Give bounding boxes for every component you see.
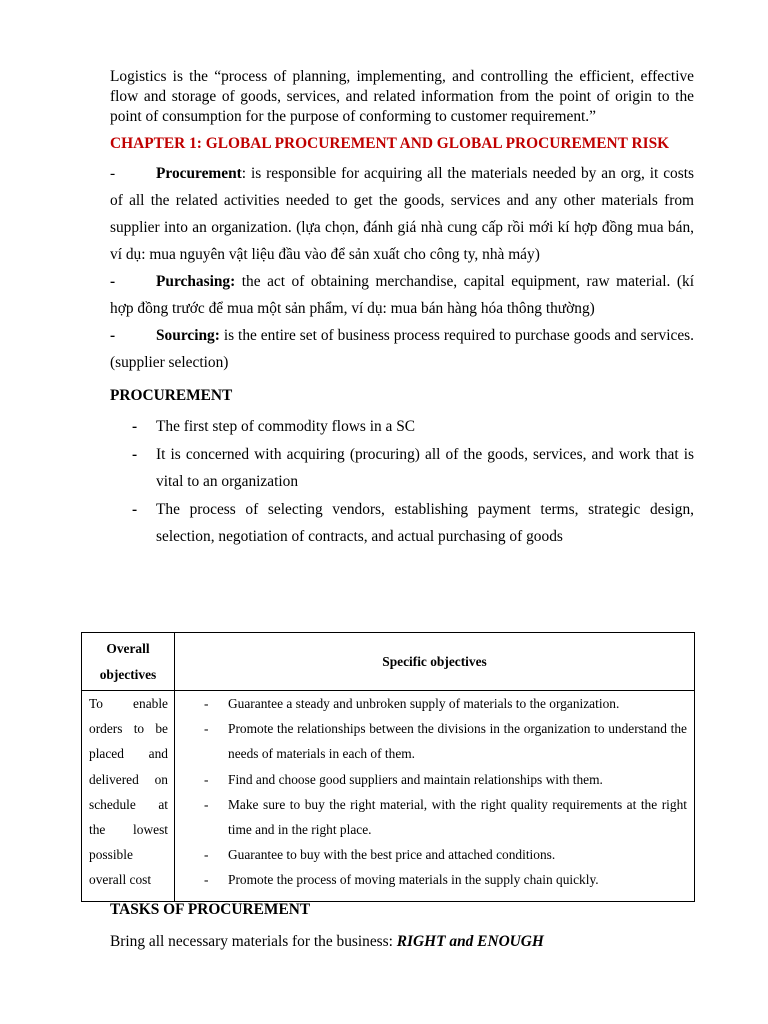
table-row <box>82 691 695 902</box>
dash-bullet: - <box>204 872 209 888</box>
bring-materials-line <box>110 932 544 952</box>
dash-bullet: - <box>110 327 116 344</box>
list-item <box>110 496 694 551</box>
cell-line: To enable <box>89 696 168 711</box>
dash-bullet: - <box>204 796 209 812</box>
overall-objectives-header: Overall objectives <box>82 633 175 691</box>
list-item <box>175 716 687 766</box>
chapter-title: CHAPTER 1: GLOBAL PROCUREMENT AND GLOBAL PROCUREMENT RISK <box>110 135 670 152</box>
cell-line: delivered on <box>89 771 168 787</box>
bring-text: Bring all necessary materials for the business: <box>110 933 397 950</box>
cell-line: schedule at <box>89 796 168 812</box>
definition-text: is responsible for acquiring all the materials needed by an org, it costs of all the related activities needed to get the goods, services and any other materials from supplier into an organization. (lựa chọn, đánh giá nhà cung cấp rồi mới kí hợp đồng mua bán, ví dụ: mua nguyên vật liệu đầu vào để sản xuất cho công ty, nhà máy) <box>110 165 694 263</box>
dash-bullet: - <box>110 165 116 182</box>
list-item <box>175 767 687 792</box>
cell-line: overall cost <box>89 872 152 888</box>
list-item-text: Guarantee to buy with the best price and attached conditions. <box>228 847 556 863</box>
cell-line: possible <box>89 847 133 863</box>
dash-bullet: - <box>204 721 209 737</box>
term-procurement: Procurement <box>156 165 242 182</box>
list-item <box>110 413 694 441</box>
specific-objectives-cell <box>175 691 695 902</box>
term-separator: : <box>241 165 251 182</box>
list-item <box>175 867 687 892</box>
definition-text: is the entire set of business process required to purchase goods and services. (supplier selection) <box>110 327 694 371</box>
definition-purchasing <box>110 268 694 322</box>
list-item-text: Guarantee a steady and unbroken supply of materials to the organization. <box>228 696 620 711</box>
cell-line: orders to be <box>89 721 168 737</box>
list-item <box>175 691 687 716</box>
procurement-list <box>110 413 694 551</box>
dash-bullet: - <box>204 696 209 711</box>
dash-bullet: - <box>204 847 209 863</box>
list-item <box>175 842 687 867</box>
list-item <box>175 792 687 842</box>
dash-bullet: - <box>132 500 138 518</box>
dash-bullet: - <box>132 445 138 463</box>
overall-objectives-cell <box>82 691 175 902</box>
intro-paragraph: Logistics is the “process of planning, implementing, and controlling the efficient, effective flow and storage of goods, services, and related information from the point of origin to the point of consumption for the purpose of conforming to customer requirement.” <box>110 68 694 125</box>
dash-bullet: - <box>110 273 116 290</box>
list-item-text: Promote the relationships between the divisions in the organization to understand the needs of materials in each of them. <box>228 721 687 762</box>
specific-objectives-list <box>175 691 687 893</box>
bring-emphasis: RIGHT and ENOUGH <box>396 933 544 950</box>
specific-objectives-header: Specific objectives <box>175 633 695 691</box>
dash-bullet: - <box>204 771 209 787</box>
cell-line: placed and <box>89 746 168 762</box>
list-item-text: It is concerned with acquiring (procuring) all of the goods, services, and work that is vital to an organization <box>156 445 694 490</box>
table-header-row <box>82 633 695 691</box>
list-item-text: Promote the process of moving materials in the supply chain quickly. <box>228 872 599 888</box>
term-sourcing: Sourcing: <box>156 327 220 344</box>
definition-text: the act of obtaining merchandise, capital equipment, raw material. (kí hợp đồng trước để mua một sản phẩm, ví dụ: mua bán hàng hóa thông thường) <box>110 273 694 317</box>
list-item-text: The process of selecting vendors, establishing payment terms, strategic design, selection, negotiation of contracts, and actual purchasing of goods <box>156 500 694 545</box>
list-item <box>110 441 694 496</box>
dash-bullet: - <box>132 418 138 435</box>
cell-line: the lowest <box>89 822 168 838</box>
objectives-table <box>81 632 695 902</box>
definition-sourcing <box>110 322 694 376</box>
document-body <box>110 67 694 551</box>
definition-procurement <box>110 160 694 268</box>
tasks-heading: TASKS OF PROCUREMENT <box>110 901 311 918</box>
term-purchasing: Purchasing: <box>156 273 236 290</box>
list-item-text: The first step of commodity flows in a SC <box>156 418 416 435</box>
list-item-text: Find and choose good suppliers and maintain relationships with them. <box>228 771 603 787</box>
procurement-heading: PROCUREMENT <box>110 387 233 404</box>
list-item-text: Make sure to buy the right material, with the right quality requirements at the right time and in the right place. <box>228 796 687 838</box>
